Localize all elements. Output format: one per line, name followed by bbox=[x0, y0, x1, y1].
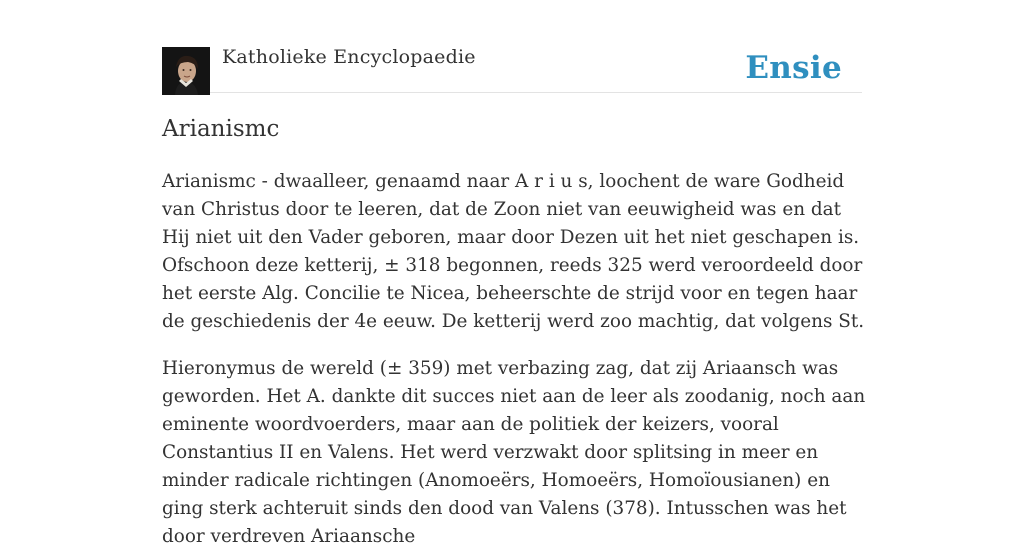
brand-logo[interactable]: Ensie bbox=[745, 50, 842, 86]
article-paragraph-1: Arianismc - dwaalleer, genaamd naar A r i u s, loochent de ware Godheid van Christus door te leeren, dat de Zoon niet van eeuwigheid was en dat Hij niet uit den Vader geboren, maar door Dezen uit het niet geschapen is. Ofschoon deze ketterij, ± 318 begonnen, reeds 325 werd veroordeeld door het eerste Alg. Concilie te Nicea, beheerschte de strijd voor en tegen haar de geschiedenis der 4e eeuw. De ketterij werd zoo machtig, dat volgens St. bbox=[162, 171, 865, 332]
source-avatar[interactable] bbox=[162, 47, 210, 95]
page-container bbox=[162, 0, 866, 547]
portrait-avatar-icon bbox=[162, 47, 210, 95]
header bbox=[162, 0, 862, 93]
article-title: Arianismc bbox=[162, 116, 280, 142]
source-name[interactable]: Katholieke Encyclopaedie bbox=[222, 46, 476, 68]
article-paragraph-2: Hieronymus de wereld (± 359) met verbazing zag, dat zij Ariaansch was geworden. Het A. dankte dit succes niet aan de leer als zoodanig, noch aan eminente woordvoerders, maar aan de politiek der keizers, vooral Constantius II en Valens. Het werd verzwakt door splitsing in meer en minder radicale richtingen (Anomoeërs, Homoeërs, Homoïousianen) en ging sterk achteruit sinds den dood van Valens (378). Intusschen was het door verdreven Ariaansche bbox=[162, 358, 866, 547]
